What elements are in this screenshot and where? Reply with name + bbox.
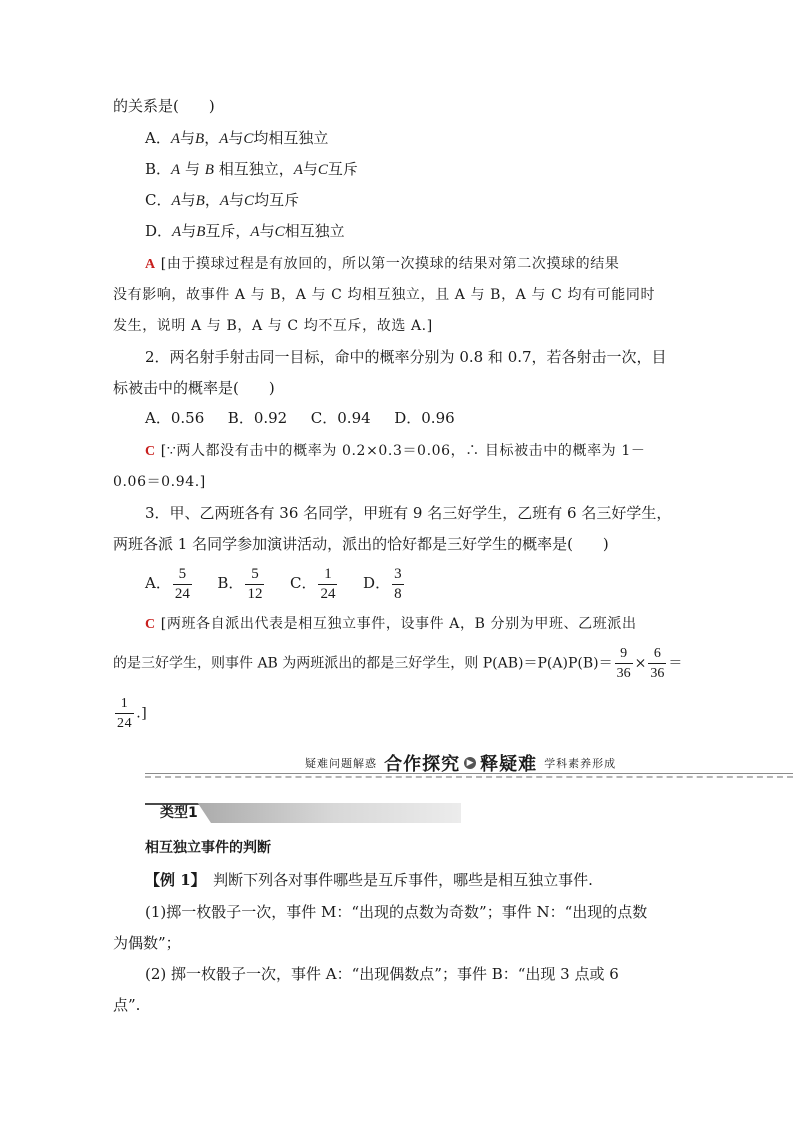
q2-stem-line1: 2．两名射手射击同一目标，命中的概率分别为 0.8 和 0.7，若各射击一次，目: [145, 348, 667, 366]
banner-main1: 合作探究: [384, 754, 461, 775]
q1-option-a: A．A与B，A与C均相互独立: [145, 129, 329, 147]
section-title: 相互独立事件的判断: [145, 840, 271, 856]
example-item2-line1: (2) 掷一枚骰子一次，事件 A：“出现偶数点”；事件 B：“出现 3 点或 6: [145, 965, 619, 983]
banner-divider-thin: [145, 773, 793, 774]
q1-option-c: C．A与B，A与C均互斥: [145, 191, 300, 209]
q3-explanation-line2: 的是三好学生，则事件 AB 为两班派出的都是三好学生，则 P(AB)＝P(A)P(B)＝ $\frac{9}{36}$ × $\frac{6}{36}$ ＝: [113, 646, 683, 681]
example-item1-line1: (1)掷一枚骰子一次，事件 M：“出现的点数为奇数”；事件 N：“出现的点数: [145, 903, 648, 921]
q1-stem-tail: 的关系是( ): [113, 97, 215, 115]
q2-option-c: C．0.94: [310, 409, 371, 427]
arrow-right-icon: ▶: [464, 757, 476, 769]
q2-answer-letter: C: [145, 444, 156, 459]
q1-explanation-line2: 没有影响，故事件 A 与 B，A 与 C 均相互独立，且 A 与 B，A 与 C 均有可能同时: [113, 287, 656, 303]
banner-right-text: 学科素养形成: [544, 757, 617, 770]
q3-option-a: A． $\frac{5}{24}$: [145, 565, 190, 602]
q3-stem-line2: 两班各派 1 名同学参加演讲活动，派出的恰好都是三好学生的概率是( ): [113, 535, 609, 553]
q2-options: [145, 408, 455, 428]
q3-answer-letter: C: [145, 617, 156, 632]
q3-option-d: D． $\frac{3}{8}$: [363, 565, 402, 602]
q3-options: [145, 564, 406, 604]
q2-option-b: B．0.92: [227, 409, 288, 427]
q2-explanation-line1: C [∵两人都没有击中的概率为 0.2×0.3＝0.06，∴ 目标被击中的概率为 1－: [145, 443, 646, 459]
q1-option-d: D．A与B互斥，A与C相互独立: [145, 222, 345, 240]
q2-stem-line2: 标被击中的概率是( ): [113, 379, 275, 397]
q2-option-d: D．0.96: [394, 409, 455, 427]
example-intro: 【例 1】 判断下列各对事件哪些是互斥事件，哪些是相互独立事件.: [145, 871, 593, 889]
q3-explanation-line3: $\frac{1}{24}$ .]: [117, 696, 148, 731]
q1-answer-letter: A: [145, 257, 156, 272]
q1-option-b: B．A 与 B 相互独立，A与C互斥: [145, 160, 358, 178]
example-tag: 【例 1】: [145, 871, 199, 889]
type-label: 类型1: [160, 805, 198, 821]
q3-option-c: C． $\frac{1}{24}$: [290, 565, 336, 602]
banner-main2: 释疑难: [480, 754, 538, 775]
q2-option-a: A．0.56: [145, 409, 205, 427]
banner-left-text: 疑难问题解惑: [305, 757, 377, 770]
q1-explanation-line1: A [由于摸球过程是有放回的，所以第一次摸球的结果对第二次摸球的结果: [145, 256, 620, 272]
q3-stem-line1: 3．甲、乙两班各有 36 名同学，甲班有 9 名三好学生，乙班有 6 名三好学生，: [145, 504, 672, 522]
q3-explanation-line1: C [两班各自派出代表是相互独立事件，设事件 A，B 分别为甲班、乙班派出: [145, 616, 637, 632]
q2-explanation-line2: 0.06＝0.94.]: [113, 474, 206, 490]
q3-option-b: B． $\frac{5}{12}$: [217, 565, 263, 602]
banner-divider-dashed: [145, 776, 793, 778]
q1-explanation-line3: 发生，说明 A 与 B，A 与 C 均不互斥，故选 A.]: [113, 318, 433, 334]
example-item2-line2: 点”.: [113, 996, 141, 1014]
example-item1-line2: 为偶数”；: [113, 934, 181, 952]
